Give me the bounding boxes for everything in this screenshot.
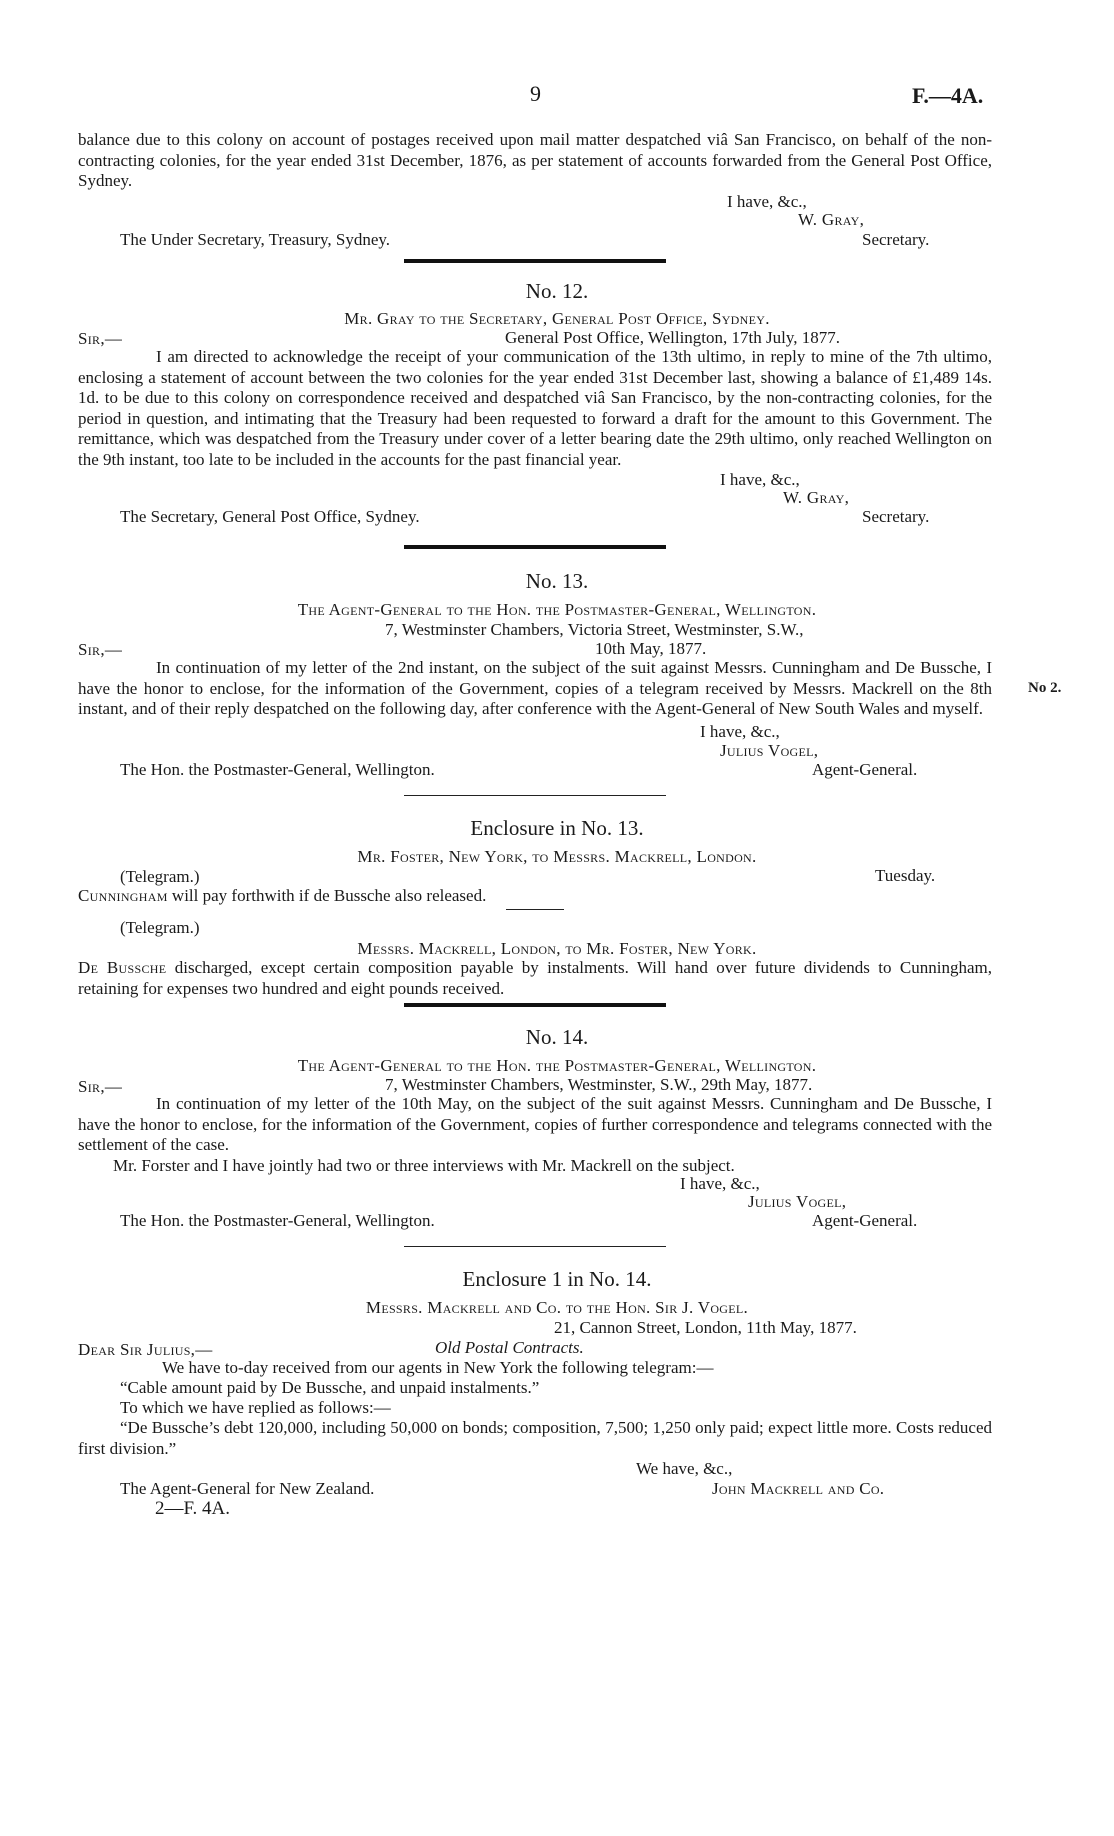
no14-place-date: 7, Westminster Chambers, Westminster, S.W., 29th May, 1877. <box>385 1075 813 1094</box>
section-divider <box>404 1246 666 1247</box>
section-divider <box>404 259 666 263</box>
no12-place-date: General Post Office, Wellington, 17th July, 1877. <box>505 328 840 347</box>
no13-heading: No. 13. <box>525 569 589 593</box>
no12-signatory-title: Secretary. <box>862 507 930 526</box>
footer-signature: 2—F. 4A. <box>155 1498 231 1519</box>
no14-heading: No. 14. <box>525 1025 589 1049</box>
enc13-telegram-1-name: Cunningham <box>78 886 168 905</box>
enc1-14-place-date: 21, Cannon Street, London, 11th May, 1877. <box>554 1318 857 1337</box>
section-divider <box>404 545 666 549</box>
no12-closing: I have, &c., <box>720 470 800 489</box>
enc1-14-line-4: “De Bussche’s debt 120,000, including 50,000 on bonds; composition, 7,500; 1,250 only paid; expect little more. Costs reduced first division.” <box>78 1418 992 1458</box>
no13-from-line: The Agent-General to the Hon. the Postmaster-General, Wellington. <box>297 600 817 619</box>
enc1-14-line-3: To which we have replied as follows:— <box>120 1398 391 1417</box>
no13-body: In continuation of my letter of the 2nd instant, on the subject of the suit against Messrs. Cunningham and De Bussche, I have the honor to enclose, for the information of the Government, copies of a telegram received by Messrs. Mackrell on the 8th instant, and of their reply despatched on the following day, after conference with the Agent-General of New South Wales and myself. <box>78 658 992 718</box>
no12-heading: No. 12. <box>525 279 589 303</box>
no12-addressee: The Secretary, General Post Office, Sydney. <box>120 507 420 526</box>
enc13-day: Tuesday. <box>875 866 936 885</box>
enc13-telegram-1 <box>78 886 486 906</box>
intro-paragraph: balance due to this colony on account of postages received upon mail matter despatched viâ San Francisco, on behalf of the non-contracting colonies, for the year ended 31st December, 1876, as per statement of accounts forwarded from the General Post Office, Sydney. <box>78 130 992 190</box>
short-divider <box>506 909 564 910</box>
enc13-telegram-2-name: De Bussche <box>78 958 167 977</box>
intro-closing: I have, &c., <box>727 192 807 211</box>
intro-addressee: The Under Secretary, Treasury, Sydney. <box>120 230 391 249</box>
no14-salutation: Sir,— <box>78 1077 123 1096</box>
no13-date: 10th May, 1877. <box>595 639 707 658</box>
no13-addressee: The Hon. the Postmaster-General, Wellington. <box>120 760 435 779</box>
no13-margin-note: No 2. <box>1028 680 1062 696</box>
no13-address: 7, Westminster Chambers, Victoria Street, Westminster, S.W., <box>385 620 804 639</box>
enc1-14-line-2: “Cable amount paid by De Bussche, and unpaid instalments.” <box>120 1378 540 1397</box>
enc1-14-closing: We have, &c., <box>636 1459 733 1478</box>
enc13-telegram-label-2: (Telegram.) <box>120 918 200 937</box>
intro-signatory-title: Secretary. <box>862 230 930 249</box>
no14-signatory: Julius Vogel, <box>748 1192 847 1211</box>
enc13-from-line-2: Messrs. Mackrell, London, to Mr. Foster, New York. <box>357 939 757 958</box>
no12-signatory: W. Gray, <box>783 488 850 507</box>
no13-closing: I have, &c., <box>700 722 780 741</box>
section-divider <box>404 795 666 796</box>
enc13-heading: Enclosure in No. 13. <box>470 816 644 840</box>
enc13-telegram-1-text: will pay forthwith if de Bussche also released. <box>171 886 487 905</box>
no14-body-1: In continuation of my letter of the 10th May, on the subject of the suit against Messrs. Cunningham and De Bussche, I have the honor to enclose, for the information of the Government, copies of further correspondence and telegrams connected with the settlement of the case. <box>78 1094 992 1154</box>
enc1-14-addressee: The Agent-General for New Zealand. <box>120 1479 375 1498</box>
enc13-telegram-2 <box>78 958 992 999</box>
no13-signatory: Julius Vogel, <box>720 741 819 760</box>
no13-signatory-title: Agent-General. <box>812 760 918 779</box>
enc13-from-line: Mr. Foster, New York, to Messrs. Mackrell, London. <box>357 847 757 866</box>
enc1-14-signatory: John Mackrell and Co. <box>712 1479 885 1498</box>
no12-from-line: Mr. Gray to the Secretary, General Post Office, Sydney. <box>344 309 770 328</box>
enc1-14-heading: Enclosure 1 in No. 14. <box>462 1267 652 1291</box>
enc13-telegram-label-1: (Telegram.) <box>120 867 200 886</box>
no14-closing: I have, &c., <box>680 1174 760 1193</box>
enc1-14-subject: Old Postal Contracts. <box>435 1338 584 1357</box>
page-number: 9 <box>530 81 541 106</box>
enc13-telegram-2-text: discharged, except certain composition payable by instalments. Will hand over future dividends to Cunningham, retaining for expenses two hundred and eight pounds received. <box>78 958 992 998</box>
document-reference: F.—4A. <box>912 83 984 108</box>
no12-body: I am directed to acknowledge the receipt of your communication of the 13th ultimo, in reply to mine of the 7th ultimo, enclosing a statement of account between the two colonies for the year ended 31st December last, showing a balance of £1,489 14s. 1d. to be due to this colony on correspondence received and despatched viâ San Francisco, by the non-contracting colonies, for the period in question, and intimating that the Treasury had been requested to forward a draft for the amount to this Government. The remittance, which was despatched from the Treasury under cover of a letter bearing date the 29th ultimo, only reached Wellington on the 9th instant, too late to be included in the accounts for the past financial year. <box>78 347 992 469</box>
no14-signatory-title: Agent-General. <box>812 1211 918 1230</box>
intro-signatory: W. Gray, <box>798 210 865 229</box>
enc1-14-salutation: Dear Sir Julius,— <box>78 1340 213 1359</box>
no14-body-2: Mr. Forster and I have jointly had two or three interviews with Mr. Mackrell on the subject. <box>113 1156 735 1175</box>
enc1-14-line-1: We have to-day received from our agents in New York the following telegram:— <box>162 1358 714 1377</box>
no14-from-line: The Agent-General to the Hon. the Postmaster-General, Wellington. <box>297 1056 817 1075</box>
no12-salutation: Sir,— <box>78 329 123 348</box>
no14-addressee: The Hon. the Postmaster-General, Wellington. <box>120 1211 435 1230</box>
no13-salutation: Sir,— <box>78 640 123 659</box>
section-divider <box>404 1003 666 1007</box>
enc1-14-from-line: Messrs. Mackrell and Co. to the Hon. Sir J. Vogel. <box>365 1298 749 1317</box>
